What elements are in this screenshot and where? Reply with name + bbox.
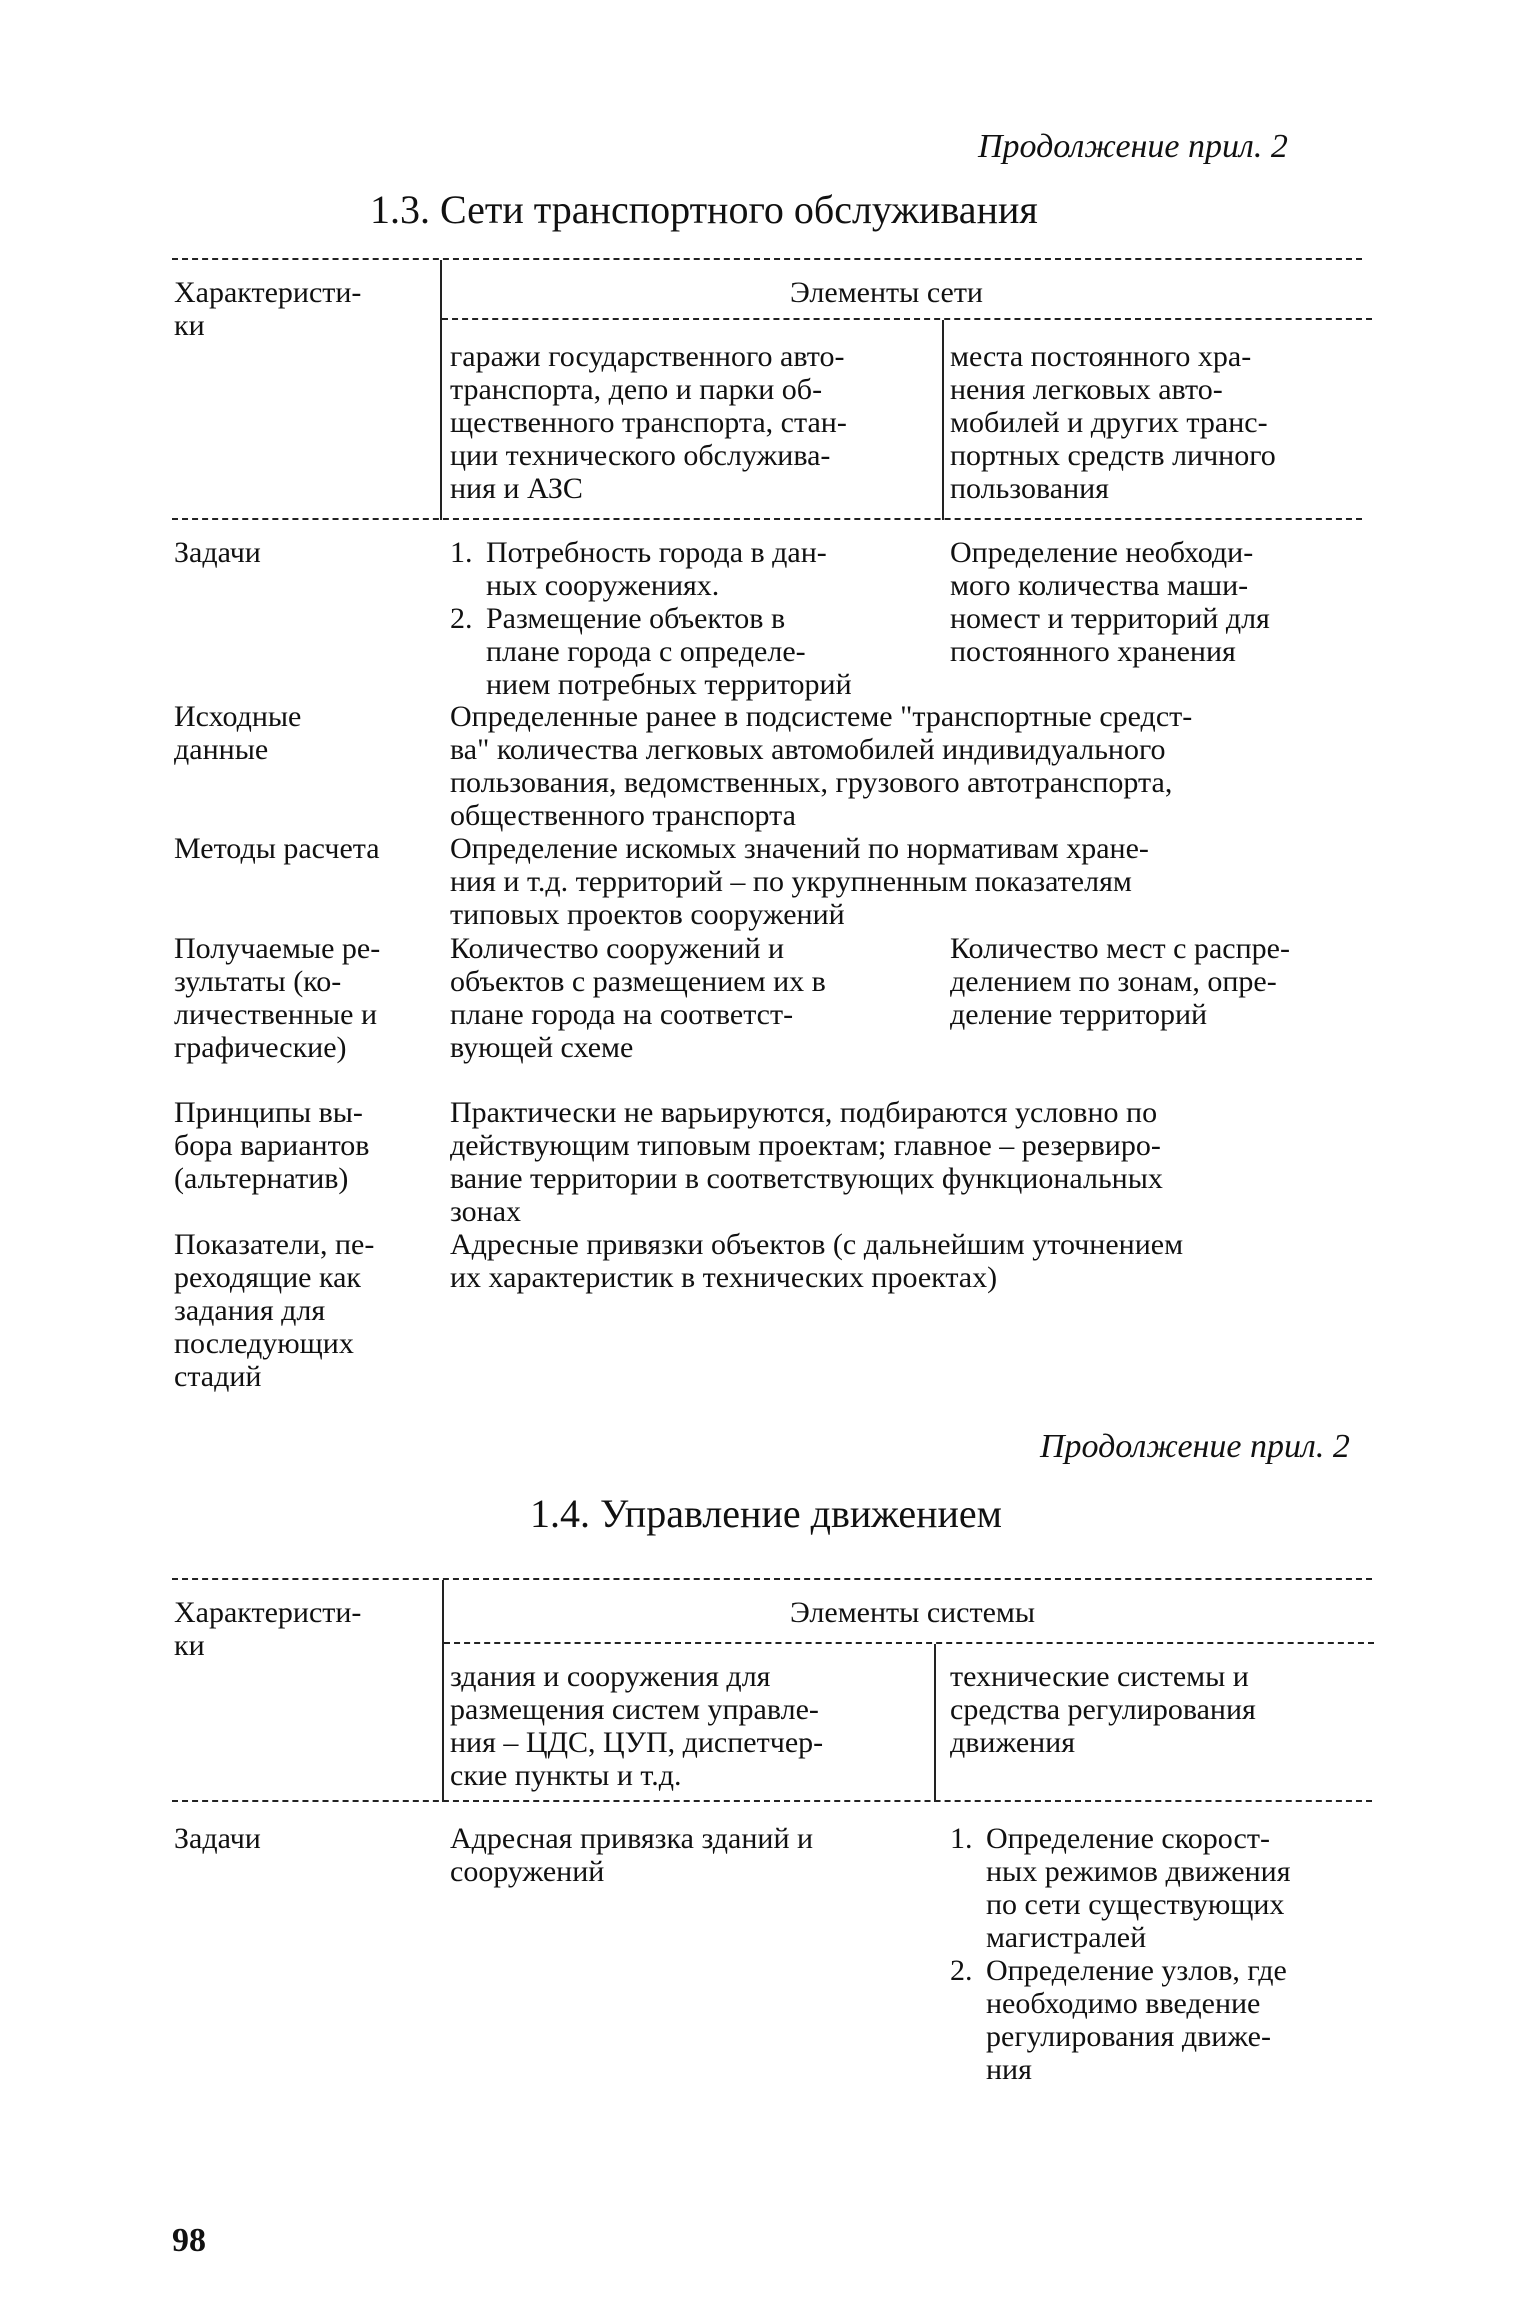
- row-label-results: Получаемые ре- зультаты (ко- личественные и графические): [174, 932, 381, 1064]
- inputs-text: Определенные ранее в подсистеме "транспортные средст- ва" количества легковых автомобилей индивидуального пользования, ведомственных, грузового автотранспорта, общественного транспорта: [450, 700, 1193, 832]
- row-label-methods: Методы расчета: [174, 832, 380, 865]
- tasks-col1: Адресная привязка зданий и сооружений: [450, 1822, 814, 1888]
- row-label-principles: Принципы вы- бора вариантов (альтернатив): [174, 1096, 370, 1195]
- table-top-rule: [172, 1578, 1372, 1580]
- header-characteristics: Характеристи- ки: [174, 1596, 362, 1662]
- subheader-rule: [444, 1642, 1374, 1644]
- header-vertical-rule: [442, 1580, 444, 1802]
- list-item: 1. Потребность города в дан- ных сооружениях.: [450, 536, 827, 602]
- row-label-tasks: Задачи: [174, 1822, 261, 1855]
- principles-text: Практически не варьируются, подбираются условно по действующим типовым проектам; главное – резервиро- вание территории в соответствующих функциональных зонах: [450, 1096, 1163, 1228]
- header-characteristics: Характеристи- ки: [174, 276, 362, 342]
- tasks-list: [450, 536, 950, 701]
- indicators-text: Адресные привязки объектов (с дальнейшим уточнением их характеристик в технических проектах): [450, 1228, 1184, 1294]
- table-top-rule: [172, 258, 1362, 260]
- section-title-1-3: 1.3. Сети транспортного обслуживания: [370, 187, 1038, 232]
- header-elements: Элементы сети: [790, 276, 983, 309]
- tasks-col2: Определение необходи- мого количества маши- номест и территорий для постоянного хранения: [950, 536, 1270, 668]
- list-item: 1. Определение скорост- ных режимов движения по сети существующих магистралей: [950, 1822, 1291, 1954]
- header-col1: гаражи государственного авто- транспорта, депо и парки об- щественного транспорта, стан- ции технического обслужива- ния и АЗС: [450, 340, 847, 505]
- header-vertical-rule: [440, 260, 442, 520]
- subheader-rule: [442, 318, 1372, 320]
- continuation-note: Продолжение прил. 2: [1040, 1428, 1350, 1465]
- list-item: 2. Размещение объектов в плане города с определе- нием потребных территорий: [450, 602, 852, 701]
- results-col2: Количество мест с распре- делением по зонам, опре- деление территорий: [950, 932, 1290, 1031]
- row-label-inputs: Исходные данные: [174, 700, 302, 766]
- list-item: 2. Определение узлов, где необходимо введение регулирования движе- ния: [950, 1954, 1287, 2086]
- section-title-1-4: 1.4. Управление движением: [530, 1491, 1002, 1536]
- subheader-vertical-rule: [934, 1644, 936, 1802]
- results-col1: Количество сооружений и объектов с размещением их в плане города на соответст- вующей схеме: [450, 932, 826, 1064]
- header-col1: здания и сооружения для размещения систем управле- ния – ЦДС, ЦУП, диспетчер- ские пункты и т.д.: [450, 1660, 824, 1792]
- header-bottom-rule: [172, 1800, 1372, 1802]
- subheader-vertical-rule: [942, 320, 944, 520]
- header-bottom-rule: [172, 518, 1362, 520]
- row-label-tasks: Задачи: [174, 536, 261, 569]
- header-elements: Элементы системы: [790, 1596, 1036, 1629]
- tasks-list: [950, 1822, 1370, 2086]
- header-col2: технические системы и средства регулирования движения: [950, 1660, 1256, 1759]
- header-col2: места постоянного хра- нения легковых авто- мобилей и других транс- портных средств личного пользования: [950, 340, 1276, 505]
- continuation-note: Продолжение прил. 2: [978, 128, 1288, 165]
- methods-text: Определение искомых значений по нормативам хране- ния и т.д. территорий – по укрупненным показателям типовых проектов сооружений: [450, 832, 1149, 931]
- page-number: 98: [172, 2222, 206, 2259]
- row-label-indicators: Показатели, пе- реходящие как задания для последующих стадий: [174, 1228, 375, 1393]
